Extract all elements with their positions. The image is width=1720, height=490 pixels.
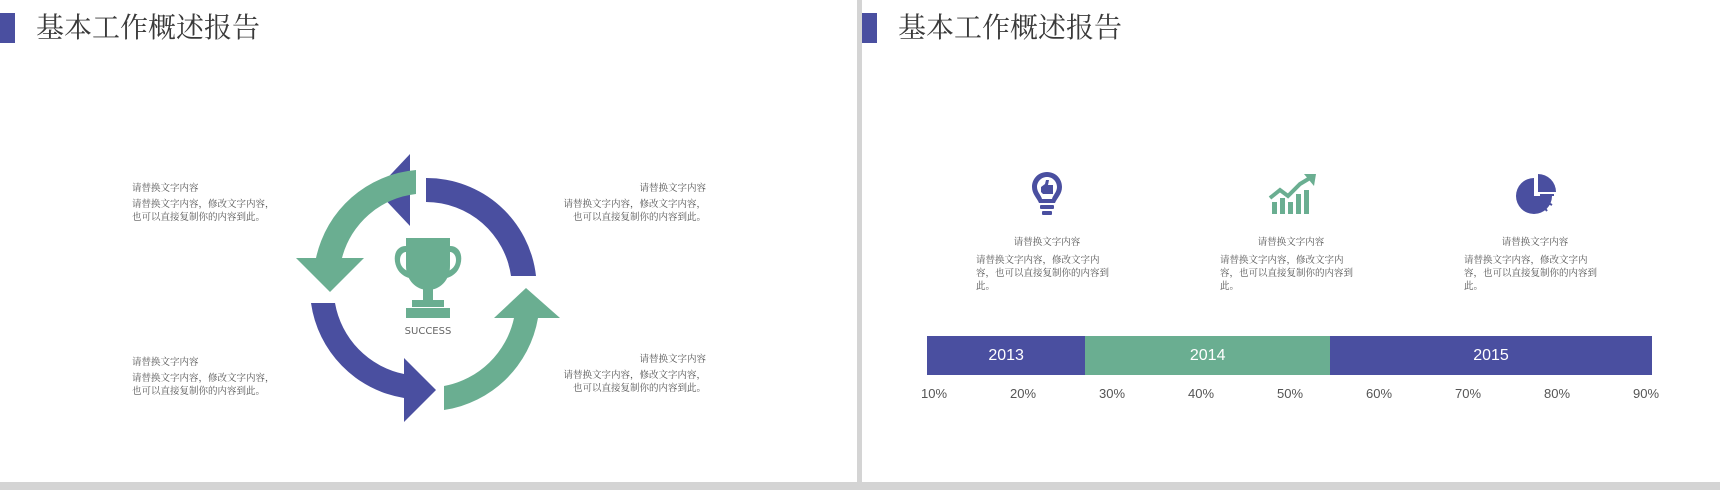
block-body: 请替换文字内容，修改文字内容，也可以直接复制你的内容到此。: [563, 199, 706, 223]
timeline-tick-label: 80%: [1543, 386, 1571, 401]
text-block-bottom-right: [556, 353, 706, 395]
timeline-tick-label: 60%: [1365, 386, 1393, 401]
text-block-top-right: [556, 182, 706, 224]
success-label: SUCCESS: [404, 326, 452, 337]
text-block-bottom-left: [132, 356, 282, 398]
column-body: 请替换文字内容，修改文字内容，也可以直接复制你的内容到此。: [1220, 255, 1354, 292]
block-body: 请替换文字内容，修改文字内容，也可以直接复制你的内容到此。: [563, 370, 706, 394]
column-heading: 请替换文字内容: [1501, 237, 1569, 248]
column-block-3: [1464, 236, 1606, 293]
column-heading: 请替换文字内容: [1013, 237, 1081, 248]
page-title: 基本工作概述报告: [36, 11, 261, 44]
timeline-segment-2013: 2013: [927, 336, 1085, 375]
pie-chart-icon: [1514, 172, 1558, 216]
block-heading: 请替换文字内容: [132, 357, 199, 368]
column-body: 请替换文字内容，修改文字内容，也可以直接复制你的内容到此。: [976, 255, 1110, 292]
page-title: 基本工作概述报告: [898, 11, 1123, 44]
block-body: 请替换文字内容，修改文字内容，也可以直接复制你的内容到此。: [132, 199, 275, 223]
timeline-segment-2014: 2014: [1085, 336, 1330, 375]
column-heading: 请替换文字内容: [1257, 237, 1325, 248]
block-body: 请替换文字内容，修改文字内容，也可以直接复制你的内容到此。: [132, 373, 275, 397]
timeline-tick-label: 50%: [1276, 386, 1304, 401]
timeline-tick-label: 40%: [1187, 386, 1215, 401]
timeline-tick-label: 20%: [1009, 386, 1037, 401]
arrow-bottom-left: [311, 303, 404, 398]
title-accent-bar: [862, 13, 877, 43]
slide-timeline: [862, 0, 1720, 482]
slide-cycle: [0, 0, 857, 482]
block-heading: 请替换文字内容: [639, 183, 706, 194]
arrowhead-bottom-left: [404, 358, 436, 422]
column-block-2: [1220, 236, 1362, 293]
block-heading: 请替换文字内容: [639, 354, 706, 365]
lightbulb-icon: [1030, 170, 1064, 218]
trophy-icon: [392, 236, 464, 320]
arrowhead-top-left: [296, 258, 364, 292]
timeline-tick-label: 10%: [920, 386, 948, 401]
timeline-tick-label: 90%: [1632, 386, 1660, 401]
title-accent-bar: [0, 13, 15, 43]
column-block-1: [976, 236, 1118, 293]
arrowhead-bottom-right: [494, 288, 560, 318]
block-heading: 请替换文字内容: [132, 183, 199, 194]
column-body: 请替换文字内容，修改文字内容，也可以直接复制你的内容到此。: [1464, 255, 1598, 292]
timeline-segment-2015: 2015: [1330, 336, 1652, 375]
growth-chart-icon: [1268, 172, 1318, 216]
text-block-top-left: [132, 182, 282, 224]
timeline-tick-label: 30%: [1098, 386, 1126, 401]
timeline-tick-label: 70%: [1454, 386, 1482, 401]
